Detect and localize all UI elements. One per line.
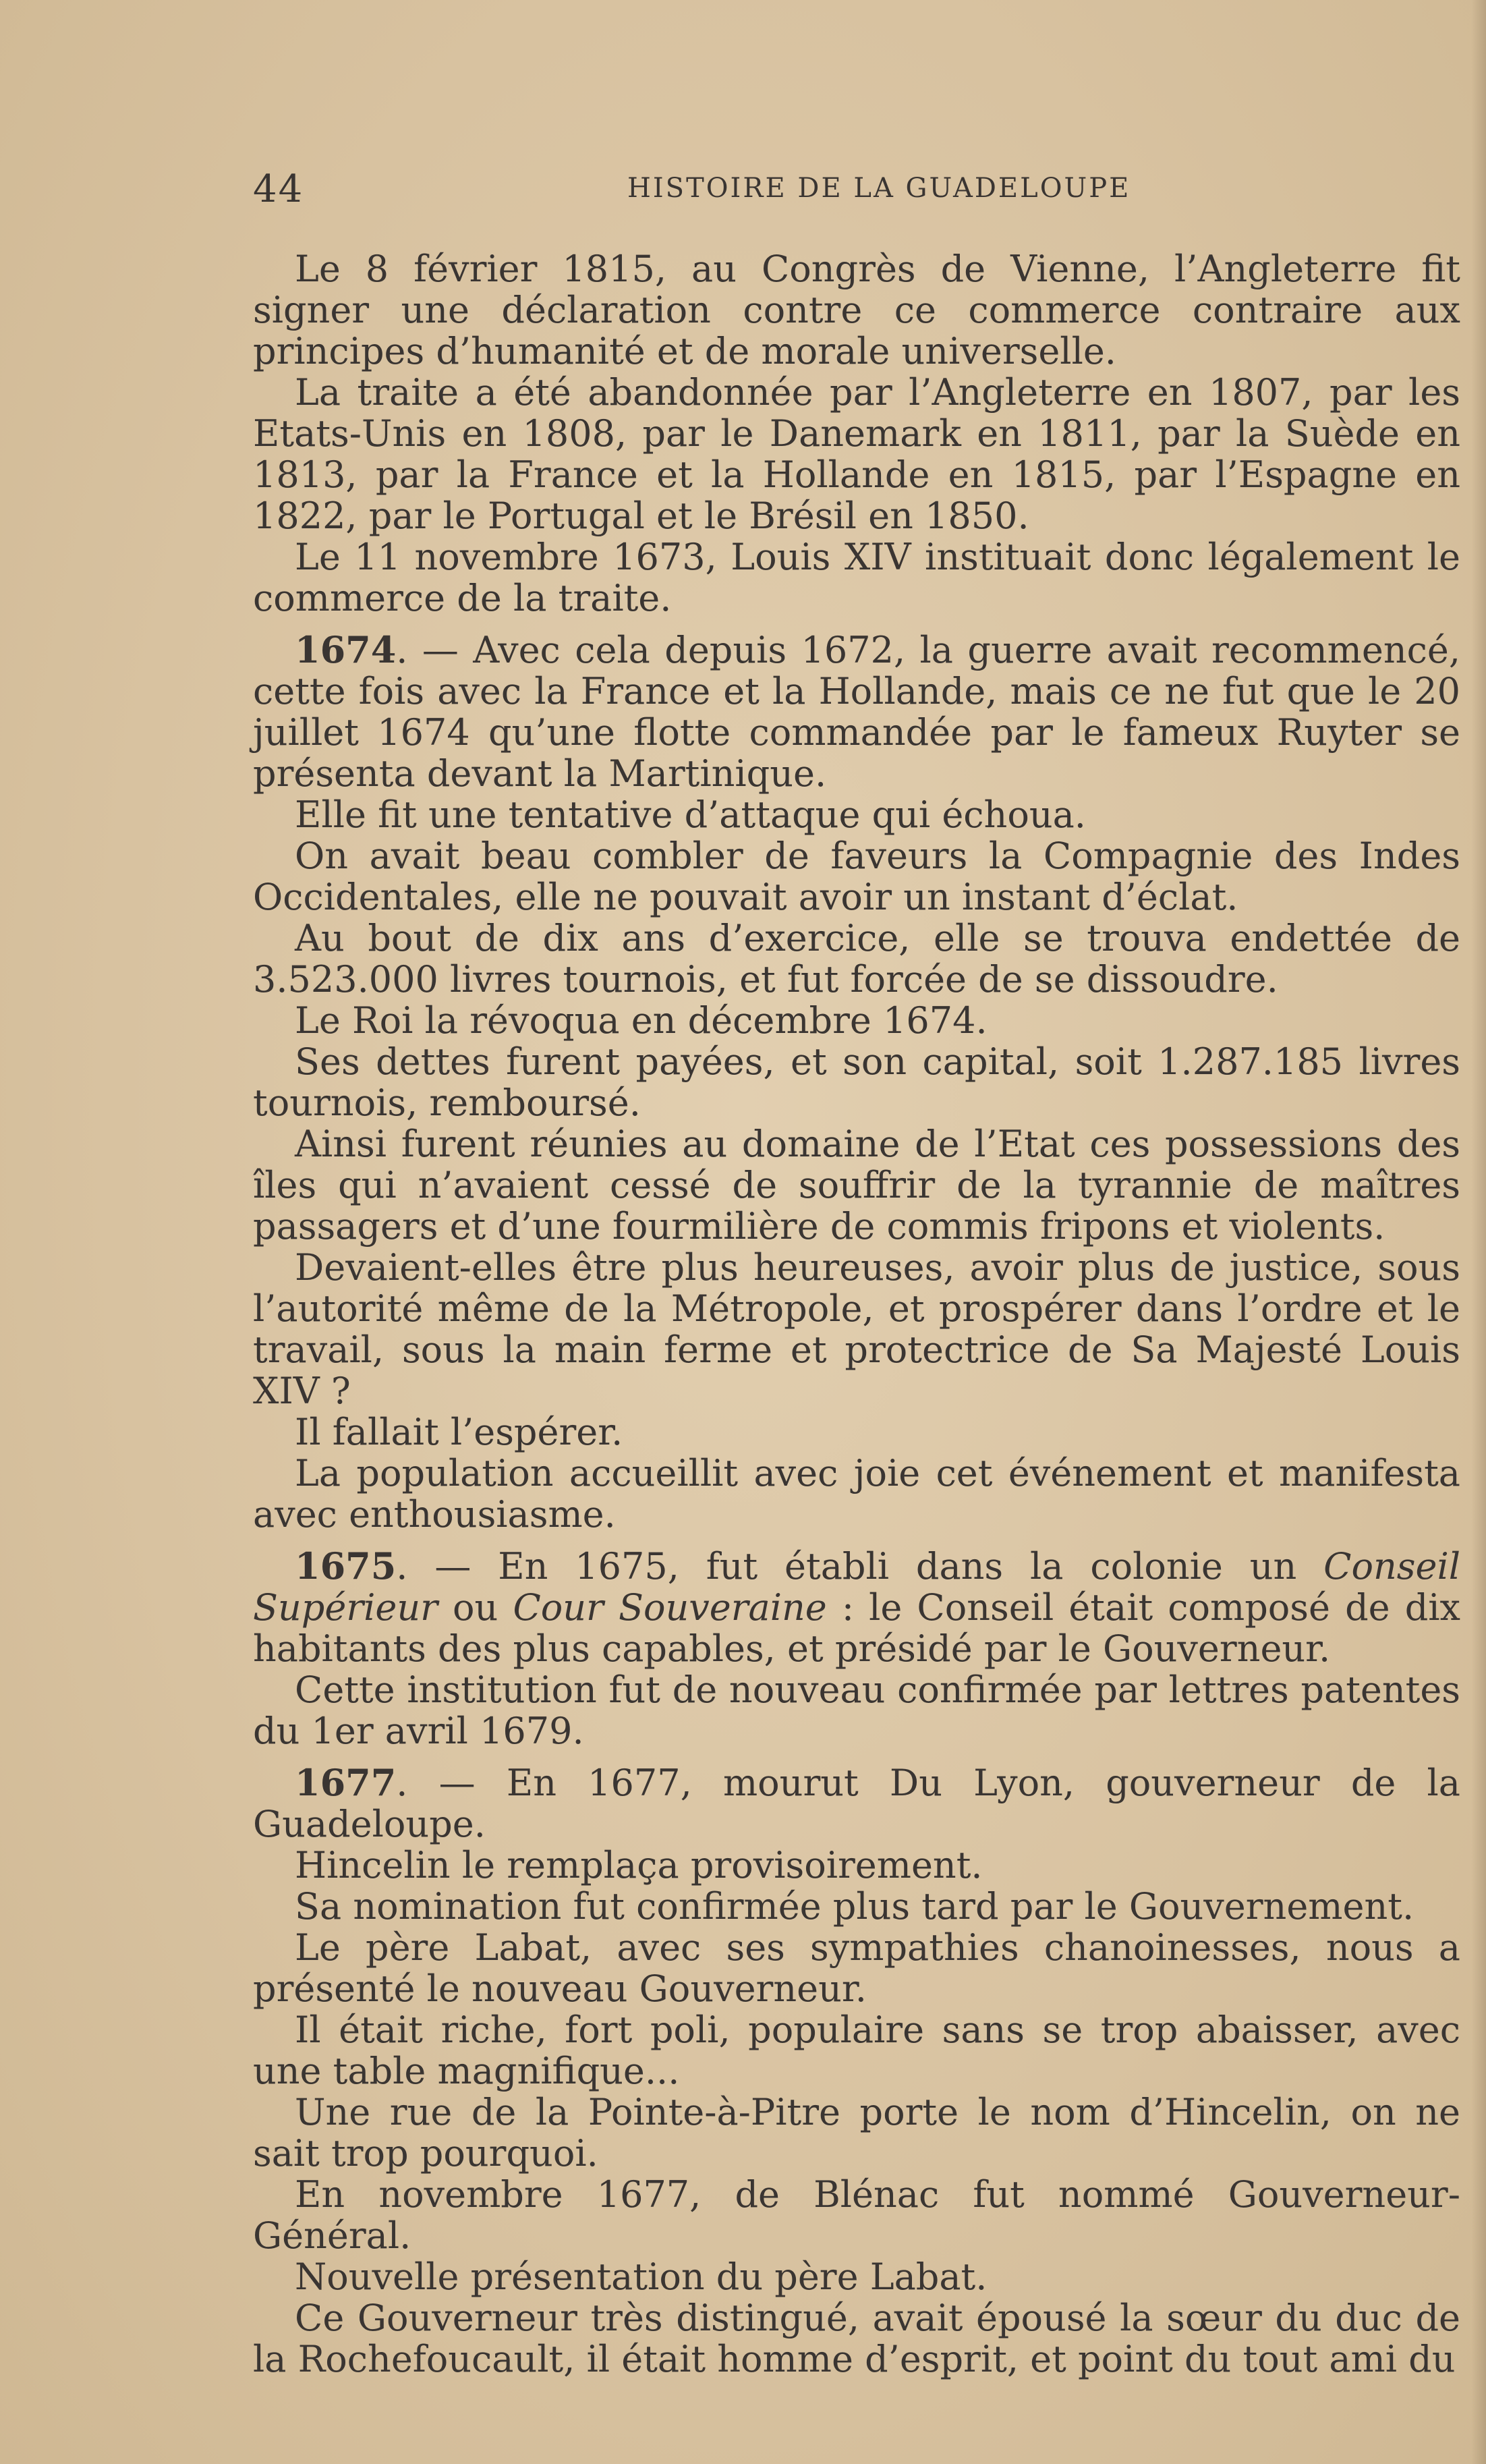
dash: . —	[396, 1762, 507, 1804]
page-edge-shadow	[1471, 0, 1486, 2464]
paragraph: Ce Gouverneur très distingué, avait épousé la sœur du duc de la Rochefoucault, il était homme d’esprit, et point du tout ami du	[253, 2297, 1460, 2380]
paragraph: Le 11 novembre 1673, Louis XIV instituait donc légalement le commerce de la traite.	[253, 536, 1460, 619]
paragraph: Hincelin le remplaça provisoirement.	[295, 1844, 983, 1886]
italic-term: Conseil Supérieur	[253, 1545, 1460, 1629]
dash: . —	[396, 1545, 498, 1588]
paragraph-text: Avec cela depuis 1672, la guerre avait recommencé, cette fois avec la France et la Hollande, mais ce ne fut que le 20 juillet 1674 qu’une flotte commandée par le fameux Ruyter se présenta devant la Martinique.	[253, 629, 1460, 795]
paragraph: Il était riche, fort poli, populaire sans se trop abaisser, avec une table magnifique...	[253, 2009, 1460, 2092]
paragraph: Ainsi furent réunies au domaine de l’Etat ces possessions des îles qui n’avaient cessé de souffrir de la tyrannie de maîtres passagers et d’une fourmilière de commis fripons et violents.	[253, 1123, 1460, 1248]
paragraph: Une rue de la Pointe-à-Pitre porte le nom d’Hincelin, on ne sait trop pourquoi.	[253, 2091, 1460, 2175]
dash: . —	[396, 629, 474, 671]
paragraph: Le Roi la révoqua en décembre 1674.	[295, 999, 988, 1042]
paragraph-1674	[253, 629, 1460, 794]
body-text	[253, 248, 1460, 2380]
paragraph: Il fallait l’espérer.	[295, 1411, 623, 1453]
paragraph: Devaient-elles être plus heureuses, avoir plus de justice, sous l’autorité même de la Métropole, et prospérer dans l’ordre et le travail, sous la main ferme et protectrice de Sa Majesté Louis XIV ?	[253, 1246, 1460, 1412]
italic-term: Cour Souveraine	[513, 1586, 827, 1629]
page-number: 44	[253, 167, 304, 211]
paragraph: Sa nomination fut confirmée plus tard par le Gouvernement.	[295, 1885, 1414, 1928]
paragraph: La population accueillit avec joie cet événement et manifesta avec enthousiasme.	[253, 1452, 1460, 1536]
paragraph-1675	[253, 1546, 1460, 1669]
paragraph: On avait beau combler de faveurs la Compagnie des Indes Occidentales, elle ne pouvait avoir un instant d’éclat.	[253, 835, 1460, 918]
running-head: HISTOIRE DE LA GUADELOUPE	[627, 173, 1131, 204]
paragraph: Le 8 février 1815, au Congrès de Vienne, l’Angleterre fit signer une déclaration contre ce commerce contraire aux principes d’humanité et de morale universelle.	[253, 248, 1460, 372]
page-header	[253, 155, 1460, 216]
paragraph-1677	[253, 1762, 1460, 1845]
paragraph: En novembre 1677, de Blénac fut nommé Gouverneur-Général.	[253, 2173, 1460, 2257]
paragraph: Elle fit une tentative d’attaque qui échoua.	[295, 793, 1086, 836]
paragraph: Ses dettes furent payées, et son capital, soit 1.287.185 livres tournois, remboursé.	[253, 1040, 1460, 1124]
paragraph-text: En 1677, mourut Du Lyon, gouverneur de la Guadeloupe.	[253, 1762, 1460, 1845]
paragraph: Au bout de dix ans d’exercice, elle se trouva endettée de 3.523.000 livres tournois, et fut forcée de se dissoudre.	[253, 917, 1460, 1001]
paragraph: La traite a été abandonnée par l’Angleterre en 1807, par les Etats-Unis en 1808, par le Danemark en 1811, par la Suède en 1813, par la France et la Hollande en 1815, par l’Espagne en 1822, par le Portugal et le Brésil en 1850.	[253, 371, 1460, 537]
year-heading: 1675	[295, 1544, 397, 1588]
paragraph-text: ou	[437, 1586, 513, 1629]
paragraph-text: En 1675, fut établi dans la colonie un	[498, 1545, 1324, 1588]
book-page	[253, 155, 1460, 2382]
paragraph: Le père Labat, avec ses sympathies chanoinesses, nous a présenté le nouveau Gouverneur.	[253, 1926, 1460, 2010]
year-heading: 1674	[295, 628, 397, 671]
paragraph: Cette institution fut de nouveau confirmée par lettres patentes du 1er avril 1679.	[253, 1669, 1460, 1752]
paragraph-text: : le Conseil était composé de dix habitants des plus capables, et présidé par le Gouverneur.	[253, 1586, 1460, 1670]
paragraph: Nouvelle présentation du père Labat.	[295, 2256, 988, 2298]
year-heading: 1677	[295, 1761, 397, 1804]
